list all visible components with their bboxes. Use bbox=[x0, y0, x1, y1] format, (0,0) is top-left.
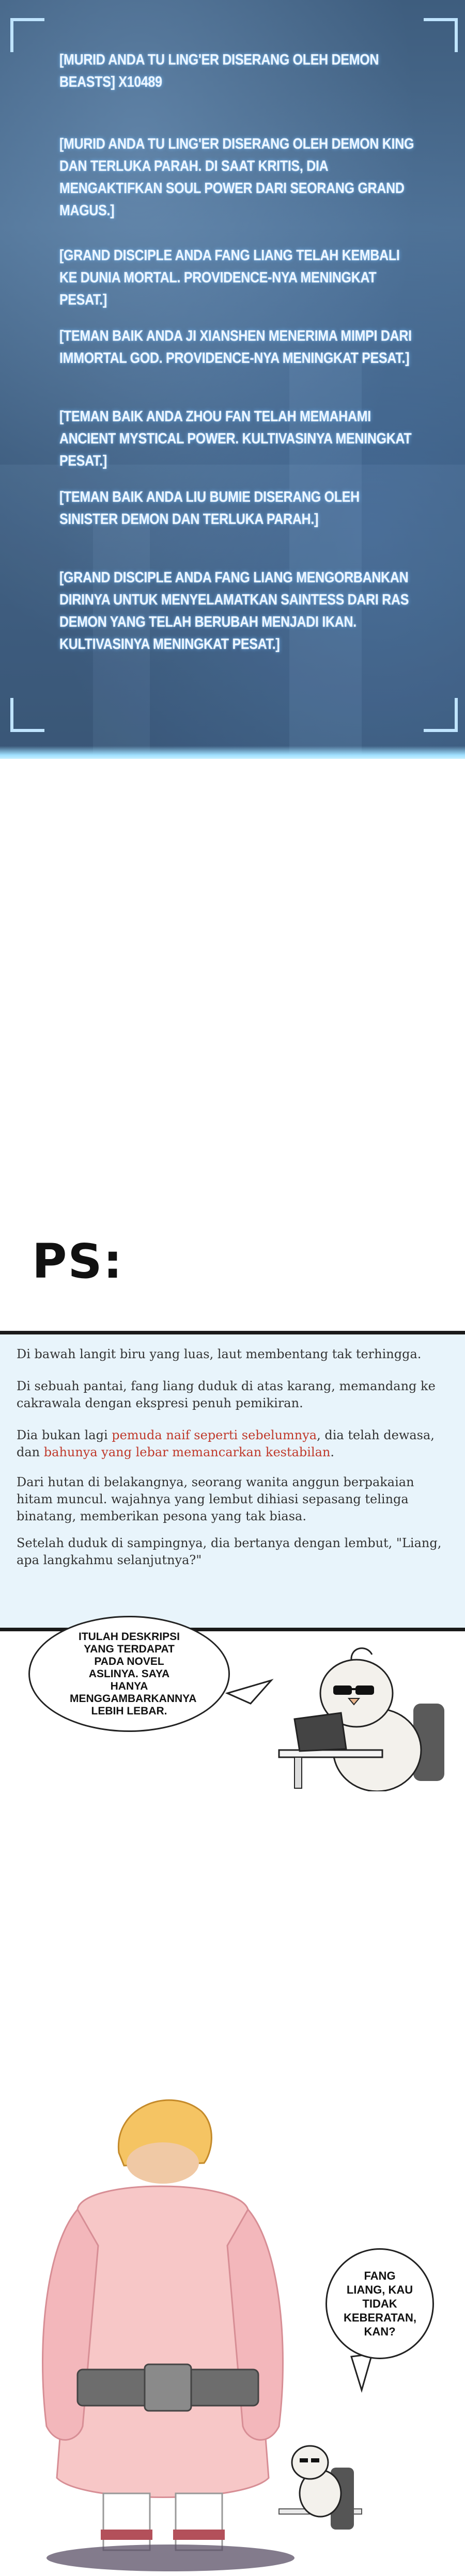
author-speech-text: ITULAH DESKRIPSI YANG TERDAPAT PADA NOVEL ASLINYA. SAYA HANYA MENGGAMBARKANNYA LEBIH LEBAR. bbox=[70, 1630, 197, 1717]
description-paragraph: Setelah duduk di sampingnya, dia bertanya dengan lembut, "Liang, apa langkahmu selanjutnya?" bbox=[17, 1536, 442, 1567]
highlight-text: pemuda naif seperti sebelumnya bbox=[112, 1428, 317, 1442]
description-text: , dia telah dewasa, dan bbox=[17, 1428, 435, 1459]
question-speech-bubble bbox=[326, 2248, 434, 2359]
question-speech-text: FANG LIANG, KAU TIDAK KEBERATAN, KAN? bbox=[344, 2269, 416, 2338]
description-paragraph: Dari hutan di belakangnya, seorang wanita anggun berpakaian hitam muncul. wajahnya yang lembut dihiasi sepasang telinga binatang, memberikan pesona yang tak biasa. bbox=[17, 1475, 414, 1523]
description-paragraph: Di sebuah pantai, fang liang duduk di atas karang, memandang ke cakrawala dengan ekspresi penuh pemikiran. bbox=[17, 1379, 436, 1410]
system-message: [MURID ANDA TU LING'ER DISERANG OLEH DEMON BEASTS] X10489 bbox=[59, 52, 379, 90]
frame-corner-bottom-left bbox=[10, 698, 44, 732]
system-message: [MURID ANDA TU LING'ER DISERANG OLEH DEMON KING DAN TERLUKA PARAH. DI SAAT KRITIS, DIA MENGAKTIFKAN SOUL POWER DARI SEORANG GRAND MAGUS.] bbox=[59, 136, 414, 219]
description-text: . bbox=[330, 1445, 335, 1459]
author-speech-bubble bbox=[28, 1616, 230, 1732]
frame-corner-top-right bbox=[424, 18, 458, 52]
ps-label: PS: bbox=[32, 1234, 123, 1289]
description-paragraph: Di bawah langit biru yang luas, laut membentang tak terhingga. bbox=[17, 1347, 422, 1361]
description-text: Dia bukan lagi bbox=[17, 1428, 112, 1442]
system-message: [TEMAN BAIK ANDA LIU BUMIE DISERANG OLEH SINISTER DEMON DAN TERLUKA PARAH.] bbox=[59, 489, 360, 528]
system-panel bbox=[0, 0, 465, 759]
system-message: [GRAND DISCIPLE ANDA FANG LIANG MENGORBANKAN DIRINYA UNTUK MENYELAMATKAN SAINTESS DARI RAS DEMON YANG TELAH BERUBAH MENJADI IKAN. KULTIVASINYA MENINGKAT PESAT.] bbox=[59, 569, 409, 653]
author-mascot-at-desk bbox=[222, 1626, 465, 1791]
frame-corner-bottom-right bbox=[424, 698, 458, 732]
description-paragraph bbox=[17, 1427, 451, 1461]
panel-bottom-glow bbox=[0, 746, 465, 759]
system-message: [TEMAN BAIK ANDA ZHOU FAN TELAH MEMAHAMI ANCIENT MYSTICAL POWER. KULTIVASINYA MENINGKAT PESAT.] bbox=[59, 408, 412, 469]
frame-corner-top-left bbox=[10, 18, 44, 52]
system-message: [TEMAN BAIK ANDA JI XIANSHEN MENERIMA MIMPI DARI IMMORTAL GOD. PROVIDENCE-NYA MENINGKAT PESAT.] bbox=[59, 328, 412, 367]
system-message: [GRAND DISCIPLE ANDA FANG LIANG TELAH KEMBALI KE DUNIA MORTAL. PROVIDENCE-NYA MENINGKAT PESAT.] bbox=[59, 247, 400, 308]
highlight-text: bahunya yang lebar memancarkan kestabilan bbox=[43, 1445, 331, 1459]
